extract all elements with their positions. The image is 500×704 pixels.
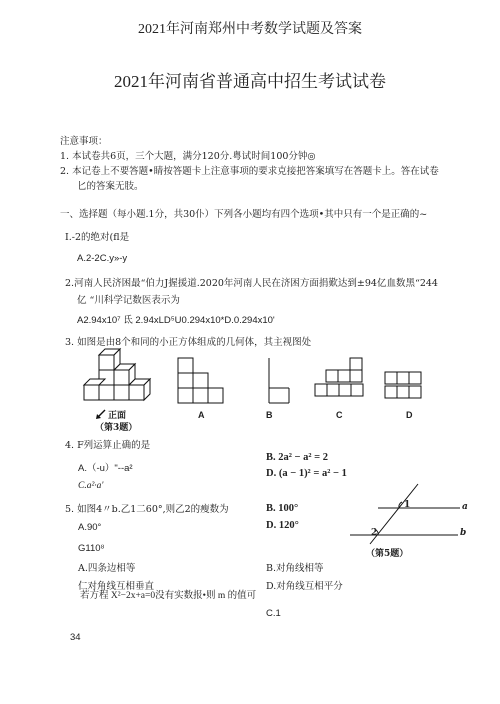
notes-item-1: 1. 本试卷共6页，三个大题，满分120分.粤试时间100分钟◎: [60, 151, 316, 162]
q6-option-c: 仁对角线互相垂直: [78, 581, 155, 592]
q6-option-d-clipped: [266, 575, 346, 592]
front-arrow-icon: [96, 409, 106, 419]
q5-option-a: A.90°: [78, 522, 102, 533]
q7-option-c: C.1: [266, 608, 281, 619]
notes-item-2-line2: 匕的答案无肢。: [77, 181, 144, 192]
q3-figure-caption: （第3题）: [95, 423, 138, 433]
q3-stem: 3. 如图是由8个和同的小正方体组成的几何体，其主视图处: [65, 337, 312, 348]
notes-item-2-line1: 2. 本记卷上不要答题•睛按答题卡上注意事项的要求克接把答案填写在答题卡上。答在试卷: [60, 166, 439, 177]
q5-option-b: B. 100°: [266, 503, 299, 514]
q4-stem: 4. F列运算止确的是: [65, 440, 151, 451]
document-header: 2021年河南郑州中考数学试题及答案: [138, 22, 362, 37]
q6-option-b: B.对角线相等: [266, 563, 324, 574]
q3-option-b-figure: [265, 358, 295, 403]
q3-option-a-label: A: [198, 410, 205, 420]
q5-line-b-label: b: [460, 528, 467, 538]
q4-option-b: B. 2a² − a² = 2: [266, 452, 329, 463]
q6-option-a: A.四条边相等: [78, 563, 136, 574]
q5-figure-caption: （第5题）: [366, 549, 409, 559]
q2-options: A2.94x10⁷ 氐 2.94xLD⁵U0.294x10*D.0.294x10': [77, 315, 275, 326]
q2-stem-line1: 2.河南人民济困最“伯力J握援道.2020年河南人民在济困方面捐歎达到±94亿血数黑“244: [65, 278, 438, 289]
notes-heading: 注意事项：: [60, 136, 108, 147]
q3-front-caption: 正面: [108, 411, 127, 421]
q1-options: A.2-2C.y»-y: [77, 253, 128, 264]
q5-angle-2-label: 2: [371, 528, 378, 538]
q5-line-a-label: a: [462, 502, 468, 512]
q3-option-a-figure: [178, 358, 223, 403]
q3-option-b-label: B: [266, 410, 273, 420]
q7-stem: 若方程 X²−2x+a=0没有实数报•则 m 的值可: [80, 591, 257, 601]
q5-option-c: G110⁸: [78, 543, 105, 554]
q3-cube-figure: [82, 355, 162, 415]
q3-option-d-label: D: [406, 410, 413, 420]
q5-angle-1-label: 1: [404, 500, 411, 510]
page-number: 34: [70, 632, 81, 643]
q5-stem: 5. 如图4〃b.乙1二60°,则乙2的瘦数为: [65, 504, 229, 515]
q4-option-d: D. (a − 1)² = a² − 1: [266, 468, 347, 479]
q1-stem: I.-2的绝对(fl是: [65, 232, 130, 243]
q4-option-a: A.（-u）"--a²: [78, 463, 133, 474]
q5-parallel-lines-figure: [350, 478, 470, 548]
q5-option-d: D. 120°: [266, 520, 299, 531]
q6-option-d: D.对角线互相平分: [266, 581, 343, 592]
q3-option-d-figure: [385, 372, 421, 400]
section1-heading: 一、选择题（每小题.1分，共30仆）下列各小题均有四个选项•其中只有一个是正确的~: [60, 209, 428, 220]
q3-option-c-figure: [315, 358, 365, 403]
q4-option-c: C.a²·a': [78, 481, 104, 491]
q2-stem-line2: 亿 “川科学记数医表示为: [77, 295, 180, 306]
exam-title: 2021年河南省普通高中招生考试试卷: [114, 72, 386, 91]
q3-option-c-label: C: [336, 410, 343, 420]
